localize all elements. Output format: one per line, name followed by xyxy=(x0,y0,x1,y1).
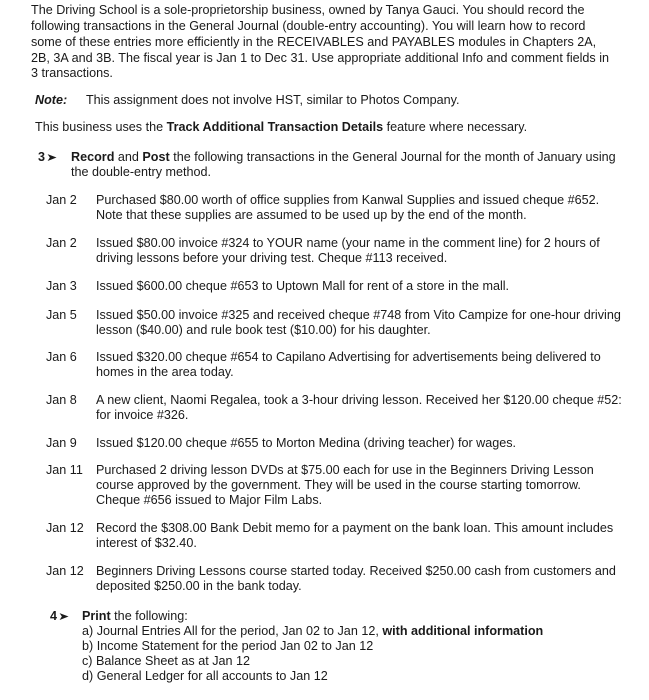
transaction-date: Jan 6 xyxy=(46,350,77,364)
print-item xyxy=(82,624,543,640)
feature-prefix: This business uses the xyxy=(35,120,167,134)
step-3-instruction xyxy=(71,150,616,166)
note-text: This assignment does not involve HST, similar to Photos Company. xyxy=(85,93,460,107)
print-word: Print xyxy=(82,609,111,623)
step-4-number: 4➤ xyxy=(50,609,68,626)
feature-name: Track Additional Transaction Details xyxy=(166,120,384,134)
intro-line: some of these entries more efficiently in the RECEIVABLES and PAYABLES modules in Chapters 2A, xyxy=(31,35,597,49)
transaction-text: deposited $250.00 in the bank today. xyxy=(96,579,302,593)
transaction-text: Issued $120.00 cheque #655 to Morton Medina (driving teacher) for wages. xyxy=(96,436,517,450)
transaction-text: Purchased $80.00 worth of office supplies from Kanwal Supplies and issued cheque #652. xyxy=(96,193,600,207)
arrow-right-icon: ➤ xyxy=(58,611,70,623)
transaction-text: interest of $32.40. xyxy=(96,536,197,550)
transaction-text: A new client, Naomi Regalea, took a 3-hour driving lesson. Received her $120.00 cheque #52: xyxy=(96,393,622,407)
print-item-text: b) Income Statement for the period Jan 02 to Jan 12 xyxy=(82,639,374,653)
print-item xyxy=(82,654,250,670)
print-item-text: c) Balance Sheet as at Jan 12 xyxy=(82,654,251,668)
step-3-number: 3➤ xyxy=(38,150,56,167)
transaction-date: Jan 11 xyxy=(46,463,83,477)
transaction-date: Jan 5 xyxy=(46,308,77,322)
transaction-text: Note that these supplies are assumed to be used up by the end of the month. xyxy=(96,208,527,222)
intro-line: 2B, 3A and 3B. The fiscal year is Jan 1 to Dec 31. Use appropriate additional Info and comment fields in xyxy=(31,51,610,65)
transaction-date: Jan 12 xyxy=(46,521,84,535)
transaction-date: Jan 12 xyxy=(46,564,84,578)
transaction-text: Issued $320.00 cheque #654 to Capilano Advertising for advertisements being delivered to xyxy=(96,350,601,364)
intro-line: following transactions in the General Journal (double-entry accounting). You will learn how to record xyxy=(31,19,586,33)
arrow-right-icon: ➤ xyxy=(46,152,58,164)
print-item xyxy=(82,669,328,685)
step-3-rest: the following transactions in the General Journal for the month of January using xyxy=(169,150,616,164)
transaction-text: driving lessons before your driving test. Cheque #113 received. xyxy=(96,251,448,265)
intro-line: The Driving School is a sole-proprietorship business, owned by Tanya Gauci. You should record the xyxy=(31,3,585,17)
transaction-text: Record the $308.00 Bank Debit memo for a payment on the bank loan. This amount includes xyxy=(96,521,614,535)
step-4-rest: the following: xyxy=(110,609,188,623)
and-word: and xyxy=(114,150,143,164)
record-word: Record xyxy=(71,150,115,164)
intro-line: 3 transactions. xyxy=(31,66,113,80)
feature-line xyxy=(35,120,527,136)
note-label: Note: xyxy=(35,93,68,107)
transaction-text: Beginners Driving Lessons course started today. Received $250.00 cash from customers and xyxy=(96,564,616,578)
transaction-date: Jan 8 xyxy=(46,393,77,407)
step-3-instruction-line2: the double-entry method. xyxy=(71,165,212,179)
transaction-date: Jan 9 xyxy=(46,436,77,450)
print-item-emphasis: with additional information xyxy=(382,624,544,638)
transaction-text: lesson ($40.00) and rule book test ($10.00) for his daughter. xyxy=(96,323,431,337)
print-item xyxy=(82,639,373,655)
note-line xyxy=(35,93,460,109)
transaction-date: Jan 2 xyxy=(46,193,77,207)
transaction-text: Issued $600.00 cheque #653 to Uptown Mall for rent of a store in the mall. xyxy=(96,279,510,293)
transaction-text: homes in the area today. xyxy=(96,365,234,379)
transaction-text: course approved by the government. They will be used in the course starting tomorrow. xyxy=(96,478,581,492)
step-4-instruction xyxy=(82,609,188,625)
transaction-text: for invoice #326. xyxy=(96,408,189,422)
transaction-text: Purchased 2 driving lesson DVDs at $75.00 each for use in the Beginners Driving Lesson xyxy=(96,463,594,477)
transaction-text: Issued $50.00 invoice #325 and received cheque #748 from Vito Campize for one-hour driving xyxy=(96,308,621,322)
transaction-date: Jan 2 xyxy=(46,236,77,250)
transaction-date: Jan 3 xyxy=(46,279,77,293)
post-word: Post xyxy=(142,150,170,164)
print-item-text: d) General Ledger for all accounts to Jan 12 xyxy=(82,669,328,683)
feature-suffix: feature where necessary. xyxy=(383,120,528,134)
transaction-text: Cheque #656 issued to Major Film Labs. xyxy=(96,493,323,507)
print-item-text: a) Journal Entries All for the period, Jan 02 to Jan 12, xyxy=(82,624,383,638)
transaction-text: Issued $80.00 invoice #324 to YOUR name (your name in the comment line) for 2 hours of xyxy=(96,236,600,250)
